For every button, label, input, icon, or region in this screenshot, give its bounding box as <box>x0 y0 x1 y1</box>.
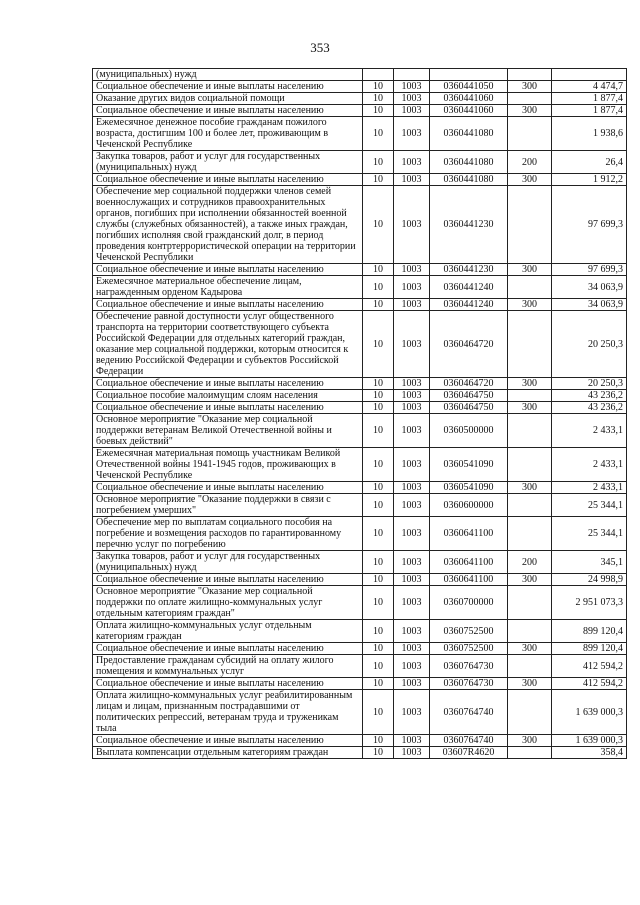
item-name-cell: Социальное обеспечение и иные выплаты населению <box>93 81 363 93</box>
subsection-code-cell: 1003 <box>394 414 430 448</box>
amount-cell: 43 236,2 <box>552 390 627 402</box>
section-code-cell: 10 <box>363 276 394 299</box>
expense-type-cell <box>508 311 552 378</box>
expense-type-cell: 200 <box>508 151 552 174</box>
item-name-cell: Обеспечение равной доступности услуг общественного транспорта на территории соответствующего субъекта Российской Федерации для отдельных категорий граждан, оказание мер социальной поддержки, которым относится к ведению Российской Федерации и субъектов Российской Федерации <box>93 311 363 378</box>
expense-type-cell <box>508 448 552 482</box>
subsection-code-cell: 1003 <box>394 186 430 264</box>
expense-type-cell: 300 <box>508 299 552 311</box>
item-name-cell: Ежемесячное материальное обеспечение лицам, награжденным орденом Кадырова <box>93 276 363 299</box>
section-code-cell: 10 <box>363 747 394 759</box>
amount-cell: 97 699,3 <box>552 186 627 264</box>
item-name-cell: Основное мероприятие "Оказание поддержки в связи с погребением умерших" <box>93 494 363 517</box>
item-name-cell: Социальное обеспечение и иные выплаты населению <box>93 264 363 276</box>
amount-cell: 412 594,2 <box>552 655 627 678</box>
section-code-cell: 10 <box>363 264 394 276</box>
amount-cell: 412 594,2 <box>552 678 627 690</box>
amount-cell: 4 474,7 <box>552 81 627 93</box>
subsection-code-cell: 1003 <box>394 620 430 643</box>
expense-type-cell <box>508 186 552 264</box>
amount-cell: 358,4 <box>552 747 627 759</box>
table-row <box>93 276 627 299</box>
section-code-cell: 10 <box>363 174 394 186</box>
target-article-cell: 0360464750 <box>430 402 508 414</box>
expense-type-cell <box>508 747 552 759</box>
subsection-code-cell: 1003 <box>394 299 430 311</box>
expense-type-cell: 300 <box>508 574 552 586</box>
subsection-code-cell: 1003 <box>394 448 430 482</box>
table-row <box>93 174 627 186</box>
target-article-cell: 0360441240 <box>430 299 508 311</box>
amount-cell: 24 998,9 <box>552 574 627 586</box>
item-name-cell: Закупка товаров, работ и услуг для государственных (муниципальных) нужд <box>93 551 363 574</box>
amount-cell: 34 063,9 <box>552 276 627 299</box>
section-code-cell: 10 <box>363 678 394 690</box>
expense-type-cell <box>508 390 552 402</box>
amount-cell: 34 063,9 <box>552 299 627 311</box>
section-code-cell: 10 <box>363 299 394 311</box>
subsection-code-cell: 1003 <box>394 390 430 402</box>
item-name-cell: Социальное обеспечение и иные выплаты населению <box>93 174 363 186</box>
amount-cell: 1 639 000,3 <box>552 690 627 735</box>
amount-cell: 1 639 000,3 <box>552 735 627 747</box>
expense-type-cell: 300 <box>508 378 552 390</box>
expense-type-cell: 300 <box>508 678 552 690</box>
table-row <box>93 390 627 402</box>
target-article-cell: 0360441080 <box>430 151 508 174</box>
item-name-cell: Предоставление гражданам субсидий на оплату жилого помещения и коммунальных услуг <box>93 655 363 678</box>
amount-cell: 25 344,1 <box>552 494 627 517</box>
section-code-cell: 10 <box>363 81 394 93</box>
subsection-code-cell: 1003 <box>394 517 430 551</box>
expense-type-cell <box>508 414 552 448</box>
item-name-cell: Социальное обеспечение и иные выплаты населению <box>93 378 363 390</box>
section-code-cell: 10 <box>363 735 394 747</box>
expense-type-cell <box>508 69 552 81</box>
item-name-cell: Социальное обеспечение и иные выплаты населению <box>93 299 363 311</box>
subsection-code-cell: 1003 <box>394 643 430 655</box>
table-row <box>93 448 627 482</box>
table-row <box>93 378 627 390</box>
target-article-cell: 0360641100 <box>430 574 508 586</box>
amount-cell: 2 433,1 <box>552 448 627 482</box>
section-code-cell: 10 <box>363 494 394 517</box>
section-code-cell: 10 <box>363 482 394 494</box>
target-article-cell: 0360464720 <box>430 378 508 390</box>
expense-type-cell: 300 <box>508 81 552 93</box>
target-article-cell: 0360464750 <box>430 390 508 402</box>
item-name-cell: Ежемесячная материальная помощь участникам Великой Отечественной войны 1941-1945 годов, проживающих в Чеченской Республике <box>93 448 363 482</box>
budget-table-body <box>93 69 627 759</box>
subsection-code-cell: 1003 <box>394 311 430 378</box>
expense-type-cell <box>508 517 552 551</box>
subsection-code-cell: 1003 <box>394 655 430 678</box>
amount-cell: 20 250,3 <box>552 378 627 390</box>
table-row <box>93 517 627 551</box>
table-row <box>93 747 627 759</box>
table-row <box>93 151 627 174</box>
expense-type-cell <box>508 655 552 678</box>
amount-cell: 43 236,2 <box>552 402 627 414</box>
target-article-cell: 0360441080 <box>430 117 508 151</box>
table-row <box>93 620 627 643</box>
section-code-cell: 10 <box>363 643 394 655</box>
target-article-cell: 0360441240 <box>430 276 508 299</box>
item-name-cell: Оказание других видов социальной помощи <box>93 93 363 105</box>
section-code-cell: 10 <box>363 186 394 264</box>
target-article-cell: 0360500000 <box>430 414 508 448</box>
target-article-cell: 0360441060 <box>430 93 508 105</box>
amount-cell: 1 912,2 <box>552 174 627 186</box>
table-row <box>93 655 627 678</box>
item-name-cell: Основное мероприятие "Оказание мер социальной поддержки ветеранам Великой Отечественной войны и боевых действий" <box>93 414 363 448</box>
item-name-cell: Обеспечение мер социальной поддержки членов семей военнослужащих и сотрудников правоохранительных органов, погибших при исполнении обязанностей военной службы (служебных обязанностей), а также иных граждан, погибших исполняя свой гражданский долг, в период проведения контртеррористической операции на территории Чеченской Республики <box>93 186 363 264</box>
table-row <box>93 414 627 448</box>
target-article-cell: 0360752500 <box>430 620 508 643</box>
expense-type-cell: 300 <box>508 735 552 747</box>
section-code-cell: 10 <box>363 311 394 378</box>
item-name-cell: Оплата жилищно-коммунальных услуг реабилитированным лицам и лицам, признанным пострадавшими от политических репрессий, ветеранам труда и труженикам тыла <box>93 690 363 735</box>
subsection-code-cell: 1003 <box>394 586 430 620</box>
subsection-code-cell: 1003 <box>394 747 430 759</box>
amount-cell: 1 877,4 <box>552 93 627 105</box>
subsection-code-cell: 1003 <box>394 81 430 93</box>
target-article-cell: 0360441230 <box>430 264 508 276</box>
section-code-cell: 10 <box>363 574 394 586</box>
section-code-cell: 10 <box>363 448 394 482</box>
expense-type-cell: 300 <box>508 105 552 117</box>
table-row <box>93 574 627 586</box>
section-code-cell: 10 <box>363 390 394 402</box>
target-article-cell: 0360600000 <box>430 494 508 517</box>
section-code-cell <box>363 69 394 81</box>
item-name-cell: Выплата компенсации отдельным категориям граждан <box>93 747 363 759</box>
budget-table <box>92 68 627 759</box>
item-name-cell: Оплата жилищно-коммунальных услуг отдельным категориям граждан <box>93 620 363 643</box>
subsection-code-cell: 1003 <box>394 117 430 151</box>
table-row <box>93 117 627 151</box>
amount-cell: 1 938,6 <box>552 117 627 151</box>
subsection-code-cell: 1003 <box>394 678 430 690</box>
subsection-code-cell: 1003 <box>394 151 430 174</box>
section-code-cell: 10 <box>363 402 394 414</box>
subsection-code-cell: 1003 <box>394 174 430 186</box>
target-article-cell: 0360541090 <box>430 448 508 482</box>
table-row <box>93 69 627 81</box>
expense-type-cell <box>508 620 552 643</box>
target-article-cell: 0360541090 <box>430 482 508 494</box>
amount-cell: 345,1 <box>552 551 627 574</box>
section-code-cell: 10 <box>363 93 394 105</box>
item-name-cell: Социальное пособие малоимущим слоям населения <box>93 390 363 402</box>
subsection-code-cell: 1003 <box>394 402 430 414</box>
expense-type-cell <box>508 93 552 105</box>
section-code-cell: 10 <box>363 655 394 678</box>
target-article-cell: 0360764730 <box>430 678 508 690</box>
section-code-cell: 10 <box>363 586 394 620</box>
table-row <box>93 105 627 117</box>
subsection-code-cell: 1003 <box>394 551 430 574</box>
item-name-cell: Закупка товаров, работ и услуг для государственных (муниципальных) нужд <box>93 151 363 174</box>
expense-type-cell <box>508 117 552 151</box>
target-article-cell: 0360464720 <box>430 311 508 378</box>
target-article-cell: 0360764730 <box>430 655 508 678</box>
amount-cell <box>552 69 627 81</box>
subsection-code-cell: 1003 <box>394 276 430 299</box>
table-row <box>93 494 627 517</box>
table-row <box>93 551 627 574</box>
section-code-cell: 10 <box>363 151 394 174</box>
subsection-code-cell: 1003 <box>394 482 430 494</box>
target-article-cell: 0360641100 <box>430 517 508 551</box>
subsection-code-cell: 1003 <box>394 735 430 747</box>
expense-type-cell <box>508 494 552 517</box>
target-article-cell: 0360752500 <box>430 643 508 655</box>
page-number: 353 <box>310 40 330 55</box>
item-name-cell: (муниципальных) нужд <box>93 69 363 81</box>
expense-type-cell: 300 <box>508 174 552 186</box>
table-row <box>93 311 627 378</box>
table-row <box>93 93 627 105</box>
section-code-cell: 10 <box>363 551 394 574</box>
expense-type-cell <box>508 586 552 620</box>
item-name-cell: Обеспечение мер по выплатам социального пособия на погребение и возмещения расходов по гарантированному перечню услуг по погребению <box>93 517 363 551</box>
item-name-cell: Социальное обеспечение и иные выплаты населению <box>93 643 363 655</box>
expense-type-cell <box>508 276 552 299</box>
target-article-cell: 0360441080 <box>430 174 508 186</box>
section-code-cell: 10 <box>363 620 394 643</box>
item-name-cell: Ежемесячное денежное пособие гражданам пожилого возраста, достигшим 100 и более лет, проживающим в Чеченской Республике <box>93 117 363 151</box>
table-row <box>93 299 627 311</box>
table-row <box>93 264 627 276</box>
subsection-code-cell <box>394 69 430 81</box>
section-code-cell: 10 <box>363 690 394 735</box>
table-row <box>93 586 627 620</box>
subsection-code-cell: 1003 <box>394 378 430 390</box>
amount-cell: 20 250,3 <box>552 311 627 378</box>
amount-cell: 25 344,1 <box>552 517 627 551</box>
amount-cell: 899 120,4 <box>552 620 627 643</box>
target-article-cell: 0360764740 <box>430 735 508 747</box>
target-article-cell: 0360441050 <box>430 81 508 93</box>
amount-cell: 26,4 <box>552 151 627 174</box>
item-name-cell: Социальное обеспечение и иные выплаты населению <box>93 402 363 414</box>
subsection-code-cell: 1003 <box>394 264 430 276</box>
expense-type-cell: 200 <box>508 551 552 574</box>
table-row <box>93 482 627 494</box>
amount-cell: 899 120,4 <box>552 643 627 655</box>
target-article-cell: 0360764740 <box>430 690 508 735</box>
table-row <box>93 735 627 747</box>
table-row <box>93 186 627 264</box>
target-article-cell: 0360441060 <box>430 105 508 117</box>
amount-cell: 1 877,4 <box>552 105 627 117</box>
subsection-code-cell: 1003 <box>394 494 430 517</box>
table-row <box>93 643 627 655</box>
expense-type-cell: 300 <box>508 264 552 276</box>
expense-type-cell: 300 <box>508 402 552 414</box>
subsection-code-cell: 1003 <box>394 574 430 586</box>
section-code-cell: 10 <box>363 105 394 117</box>
amount-cell: 2 951 073,3 <box>552 586 627 620</box>
target-article-cell <box>430 69 508 81</box>
subsection-code-cell: 1003 <box>394 690 430 735</box>
target-article-cell: 0360700000 <box>430 586 508 620</box>
target-article-cell: 0360641100 <box>430 551 508 574</box>
amount-cell: 97 699,3 <box>552 264 627 276</box>
item-name-cell: Социальное обеспечение и иные выплаты населению <box>93 735 363 747</box>
subsection-code-cell: 1003 <box>394 93 430 105</box>
item-name-cell: Социальное обеспечение и иные выплаты населению <box>93 482 363 494</box>
target-article-cell: 03607R4620 <box>430 747 508 759</box>
item-name-cell: Основное мероприятие "Оказание мер социальной поддержки по оплате жилищно-коммунальных услуг отдельным категориям граждан" <box>93 586 363 620</box>
expense-type-cell: 300 <box>508 482 552 494</box>
table-row <box>93 81 627 93</box>
target-article-cell: 0360441230 <box>430 186 508 264</box>
table-row <box>93 678 627 690</box>
amount-cell: 2 433,1 <box>552 482 627 494</box>
table-row <box>93 690 627 735</box>
item-name-cell: Социальное обеспечение и иные выплаты населению <box>93 574 363 586</box>
section-code-cell: 10 <box>363 117 394 151</box>
section-code-cell: 10 <box>363 414 394 448</box>
subsection-code-cell: 1003 <box>394 105 430 117</box>
expense-type-cell: 300 <box>508 643 552 655</box>
section-code-cell: 10 <box>363 517 394 551</box>
table-row <box>93 402 627 414</box>
item-name-cell: Социальное обеспечение и иные выплаты населению <box>93 105 363 117</box>
amount-cell: 2 433,1 <box>552 414 627 448</box>
item-name-cell: Социальное обеспечение и иные выплаты населению <box>93 678 363 690</box>
expense-type-cell <box>508 690 552 735</box>
section-code-cell: 10 <box>363 378 394 390</box>
